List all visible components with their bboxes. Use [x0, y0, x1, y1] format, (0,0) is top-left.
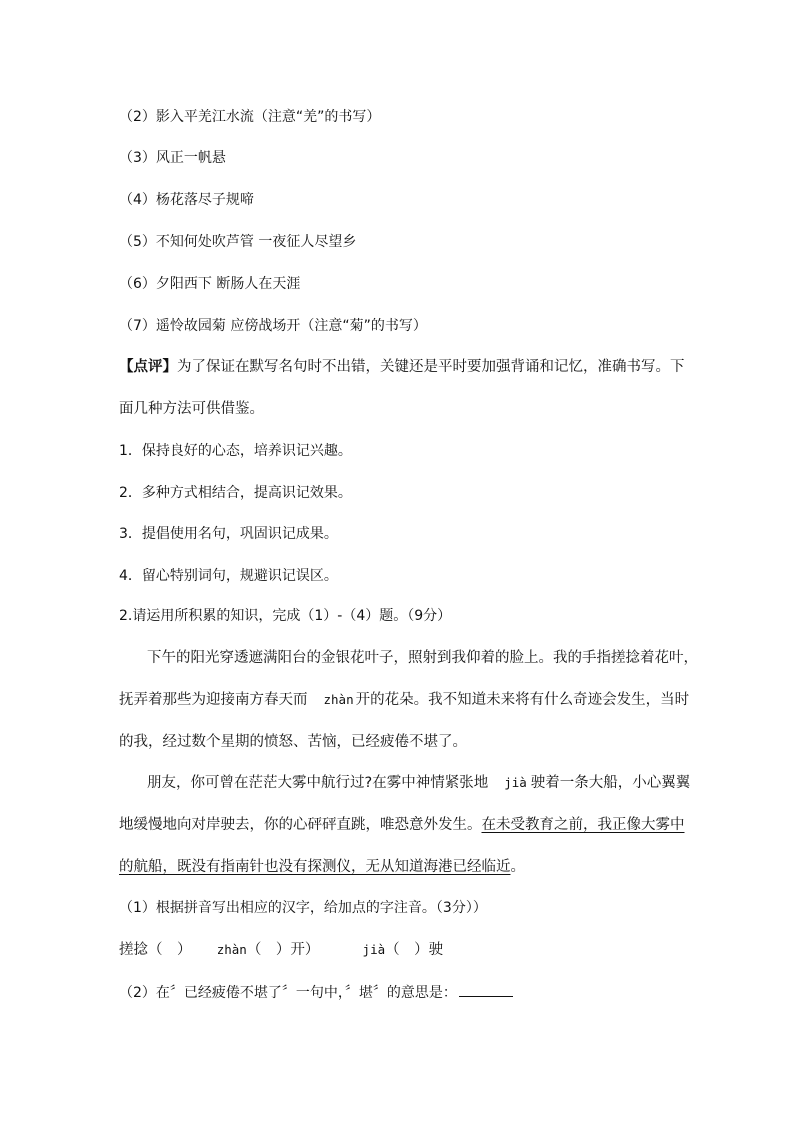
answer-item-2: （2）影入平羌江水流（注意“羌”的书写） — [119, 109, 381, 125]
sub-question-1-prompt: （1）根据拼音写出相应的汉字，给加点的字注音。（3分）） — [119, 900, 487, 916]
fill-pinyin-jia: jià — [362, 942, 386, 957]
passage-2-line-1: 朋友，你可曾在茫茫大雾中航行过?在雾中神情紧张地 jià 驶着一条大船，小心翼翼 — [147, 775, 691, 791]
comment-tag: 【点评】 — [119, 359, 177, 375]
pinyin-zhan: zhàn — [323, 692, 354, 707]
comment-line-2: 面几种方法可供借鉴。 — [119, 401, 264, 417]
answer-item-5: （5）不知何处吹芦管 一夜征人尽望乡 — [119, 234, 357, 250]
answer-item-4: （4）杨花落尽子规啼 — [119, 192, 254, 208]
passage-1-line-2: 抚弄着那些为迎接南方春天而 zhàn 开的花朵。我不知道未来将有什么奇迹会发生，当时 — [119, 692, 690, 708]
answer-item-7: （7）遥怜故园菊 应傍战场开（注意“菊”的书写） — [119, 318, 427, 334]
sub-question-2 — [119, 982, 513, 1003]
question-2-heading: 2.请运用所积累的知识，完成（1）-（4）题。（9分） — [119, 608, 452, 624]
comment-line-1 — [119, 357, 685, 377]
passage-2-line-2: 地缓慢地向对岸驶去，你的心砰砰直跳，唯恐意外发生。在未受教育之前，我正像大雾中 — [119, 817, 685, 833]
fill-blank-jia[interactable]: （ ）驶 — [385, 942, 444, 958]
answer-item-3: （3）风正一帆悬 — [119, 150, 226, 166]
method-item-4: 4．留心特别词句，规避识记误区。 — [119, 568, 338, 584]
fill-blank-cuonian[interactable]: 搓捻（ ） — [119, 942, 192, 958]
method-item-1: 1．保持良好的心态，培养识记兴趣。 — [119, 443, 352, 459]
comment-text-1: 为了保证在默写名句时不出错，关键还是平时要加强背诵和记忆，准确书写。下 — [177, 359, 685, 375]
fill-pinyin-zhan: zhàn — [216, 942, 247, 957]
passage-1-line-3: 的我，经过数个星期的愤怒、苦恼，已经疲倦不堪了。 — [119, 734, 467, 750]
underlined-sentence-part-2: 的航船，既没有指南针也没有探测仪，无从知道海港已经临近 — [119, 859, 511, 875]
passage-2-line-3: 的航船，既没有指南针也没有探测仪，无从知道海港已经临近。 — [119, 859, 525, 875]
pinyin-jia: jià — [504, 775, 527, 790]
sub-question-2-prompt: （2）在〞已经疲倦不堪了〞一句中，〞堪〞的意思是： — [119, 985, 457, 1001]
method-item-2: 2．多种方式相结合，提高识记效果。 — [119, 485, 352, 501]
answer-blank[interactable] — [459, 982, 513, 997]
sub-question-1-fill-row — [119, 940, 443, 960]
answer-item-6: （6）夕阳西下 断肠人在天涯 — [119, 276, 301, 292]
method-item-3: 3．提倡使用名句，巩固识记成果。 — [119, 526, 338, 542]
underlined-sentence-part-1: 在未受教育之前，我正像大雾中 — [481, 817, 685, 833]
passage-1-line-1: 下午的阳光穿透遮满阳台的金银花叶子，照射到我仰着的脸上。我的手指搓捻着花叶， — [147, 650, 698, 666]
fill-blank-zhan[interactable]: （ ）开） — [246, 942, 320, 958]
